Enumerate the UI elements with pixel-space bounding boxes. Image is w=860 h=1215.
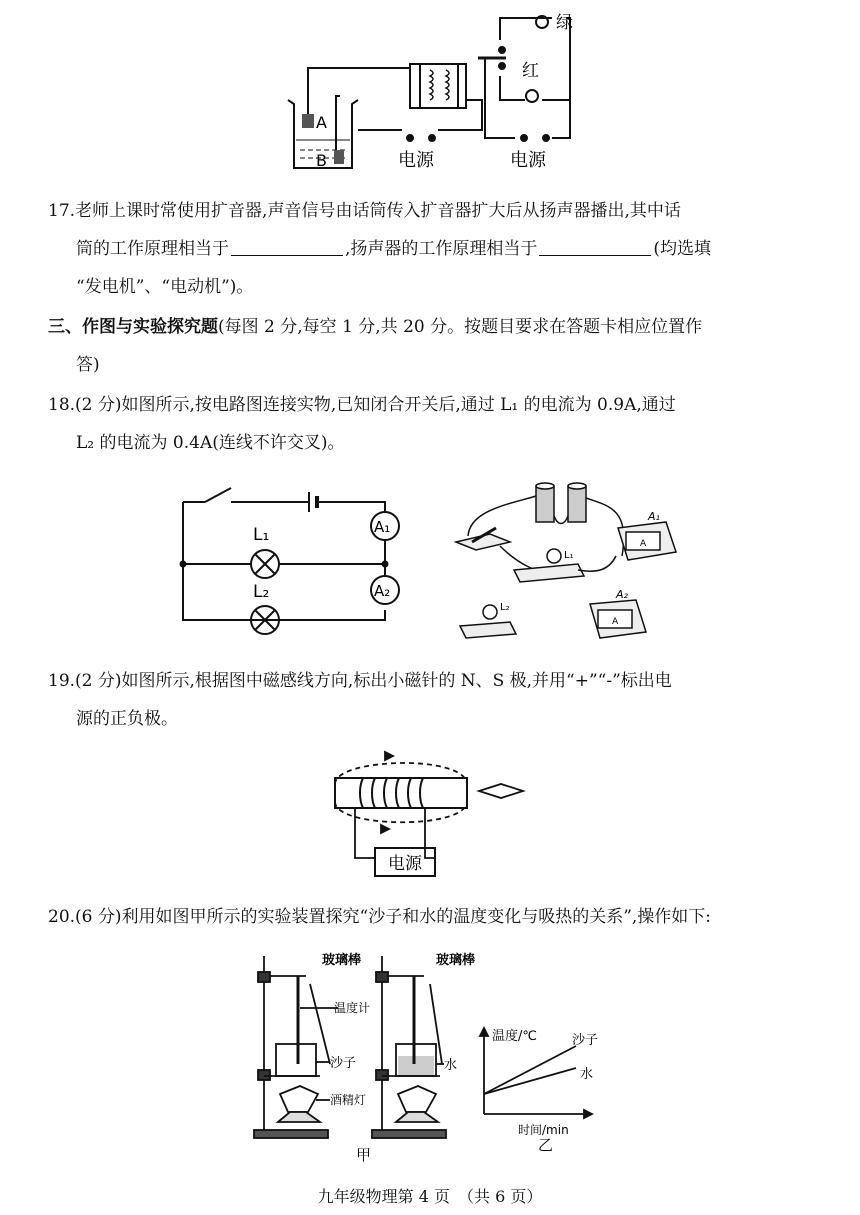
q20-graph-xlabel: 时间/min [518,1123,569,1137]
fig16-label-b: B [316,151,327,170]
page-footer: 九年级物理第 4 页 （共 6 页） [317,1187,543,1206]
q17-blank-1[interactable] [231,239,343,256]
q19-power-label: 电源 [388,854,422,874]
q20-apparatus-figure [250,944,630,1174]
q18-meter-a2-unit: A [612,617,619,627]
fig16-label-red: 红 [522,61,539,81]
q20-rod-label-1: 玻璃棒 [322,953,362,968]
fig16-power-2: 电源 [510,150,546,171]
q20-series-sand: 沙子 [572,1033,599,1048]
q19-line-2: 源的正负极。 [76,709,178,729]
q19-line-1: 19.(2 分)如图所示,根据图中磁感线方向,标出小磁针的 N、S 极,并用“+”“-”标出电 [48,671,672,691]
q19-solenoid-diagram [315,750,545,890]
q17-line-3: “发电机”、“电动机”)。 [76,277,254,297]
question-18 [48,394,818,470]
q20-thermometer-label: 温度计 [334,1001,371,1015]
section-3-heading [48,316,818,392]
q20-water-label: 水 [444,1058,458,1073]
q18-line-2: L₂ 的电流为 0.4A(连线不许交叉)。 [76,433,345,453]
relay-circuit-figure [270,0,610,178]
fig16-label-a: A [316,113,327,132]
q20-line-1: 20.(6 分)利用如图甲所示的实验装置探究“沙子和水的温度变化与吸热的关系”,操作如下: [48,907,712,927]
q18-real-circuit [450,476,690,651]
q20-series-water: 水 [580,1067,594,1082]
q18-meter-a1-label: A₁ [648,510,660,523]
question-17 [48,200,818,314]
q18-meter-a2-label: A₂ [616,588,628,601]
q18-bulb-l1-label: L₁ [564,550,574,561]
q18-diagram-a1: A₁ [374,518,391,536]
q18-meter-a1-unit: A [640,539,647,549]
q18-diagram-l1: L₁ [253,525,270,545]
question-19 [48,670,818,746]
question-20 [48,906,818,944]
q17-line-2 [48,238,818,276]
q17-line-2c: (均选填 [653,239,712,259]
q18-diagram-l2: L₂ [253,582,270,602]
q20-rod-label-2: 玻璃棒 [436,953,476,968]
q17-line-1: 17.老师上课时常使用扩音器,声音信号由话筒传入扩音器扩大后从扬声器播出,其中话 [48,201,681,221]
q20-graph-ylabel: 温度/℃ [492,1029,537,1044]
section-3-desc: (每图 2 分,每空 1 分,共 20 分。按题目要求在答题卡相应位置作 [218,317,703,337]
q20-fig-yi: 乙 [538,1136,554,1154]
section-3-title: 三、作图与实验探究题 [48,317,218,337]
fig16-power-1: 电源 [398,150,434,171]
q20-sand-label: 沙子 [330,1056,357,1071]
q17-line-2a: 筒的工作原理相当于 [76,239,229,259]
q18-diagram-a2: A₂ [374,582,391,600]
q17-line-2b: ,扬声器的工作原理相当于 [345,239,538,259]
q18-line-1: 18.(2 分)如图所示,按电路图连接实物,已知闭合开关后,通过 L₁ 的电流为 0.9A,通过 [48,395,676,415]
section-3-line-2: 答) [76,355,100,375]
q18-circuit-diagram [175,480,415,655]
q18-bulb-l2-label: L₂ [500,602,510,613]
q20-fig-jia: 甲 [356,1146,372,1164]
fig16-label-green: 绿 [556,13,573,33]
q17-blank-2[interactable] [539,239,651,256]
q20-lamp-label: 酒精灯 [330,1093,367,1107]
